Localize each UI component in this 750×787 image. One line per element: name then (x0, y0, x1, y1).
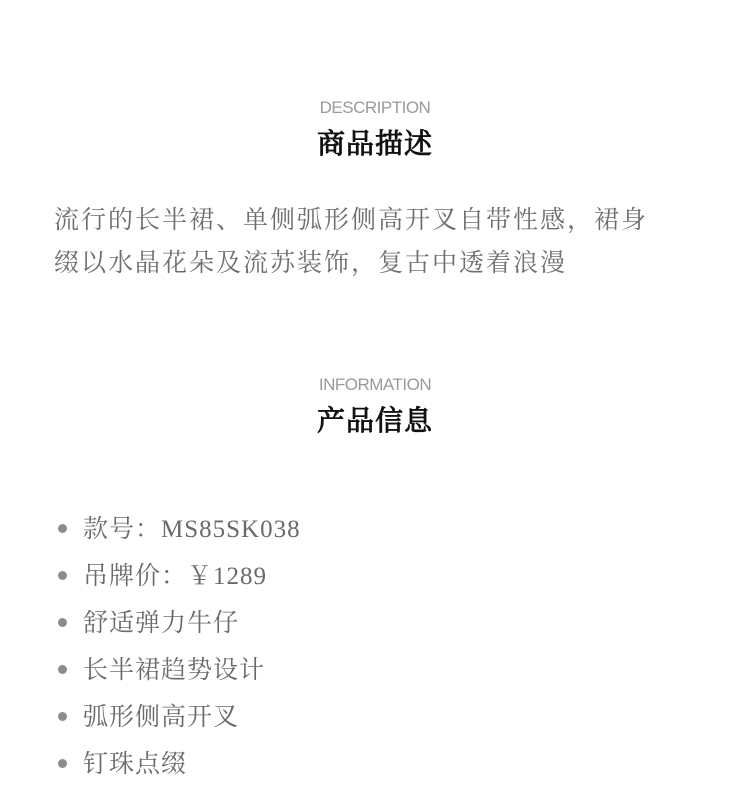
list-item-feature (58, 740, 301, 787)
information-list (58, 505, 301, 787)
bullet-icon (58, 712, 67, 721)
information-label-en: INFORMATION (318, 375, 432, 394)
list-item-feature (58, 693, 301, 740)
list-item-tag-price (58, 552, 301, 599)
item-label: 款号： (83, 514, 162, 543)
description-text (54, 198, 704, 284)
bullet-icon (58, 571, 67, 580)
description-line-2: 缀以水晶花朵及流苏装饰，复古中透着浪漫 (54, 248, 568, 277)
information-title: 产品信息 (316, 404, 433, 437)
list-item-feature (58, 599, 301, 646)
item-value: ￥1289 (187, 563, 268, 590)
description-line-1: 流行的长半裙、单侧弧形侧高开叉自带性感，裙身 (54, 205, 649, 234)
item-label: 吊牌价： (83, 561, 188, 590)
item-value: MS85SK038 (161, 516, 301, 543)
list-item-feature (58, 646, 301, 693)
bullet-icon (58, 759, 67, 768)
bullet-icon (58, 618, 67, 627)
item-label: 钉珠点缀 (83, 749, 188, 778)
item-label: 舒适弹力牛仔 (83, 608, 240, 637)
bullet-icon (58, 524, 67, 533)
description-label-en: DESCRIPTION (319, 98, 431, 117)
list-item-style-number (58, 505, 301, 552)
item-label: 弧形侧高开叉 (83, 702, 240, 731)
item-label: 长半裙趋势设计 (83, 655, 266, 684)
bullet-icon (58, 665, 67, 674)
description-title: 商品描述 (316, 127, 433, 160)
